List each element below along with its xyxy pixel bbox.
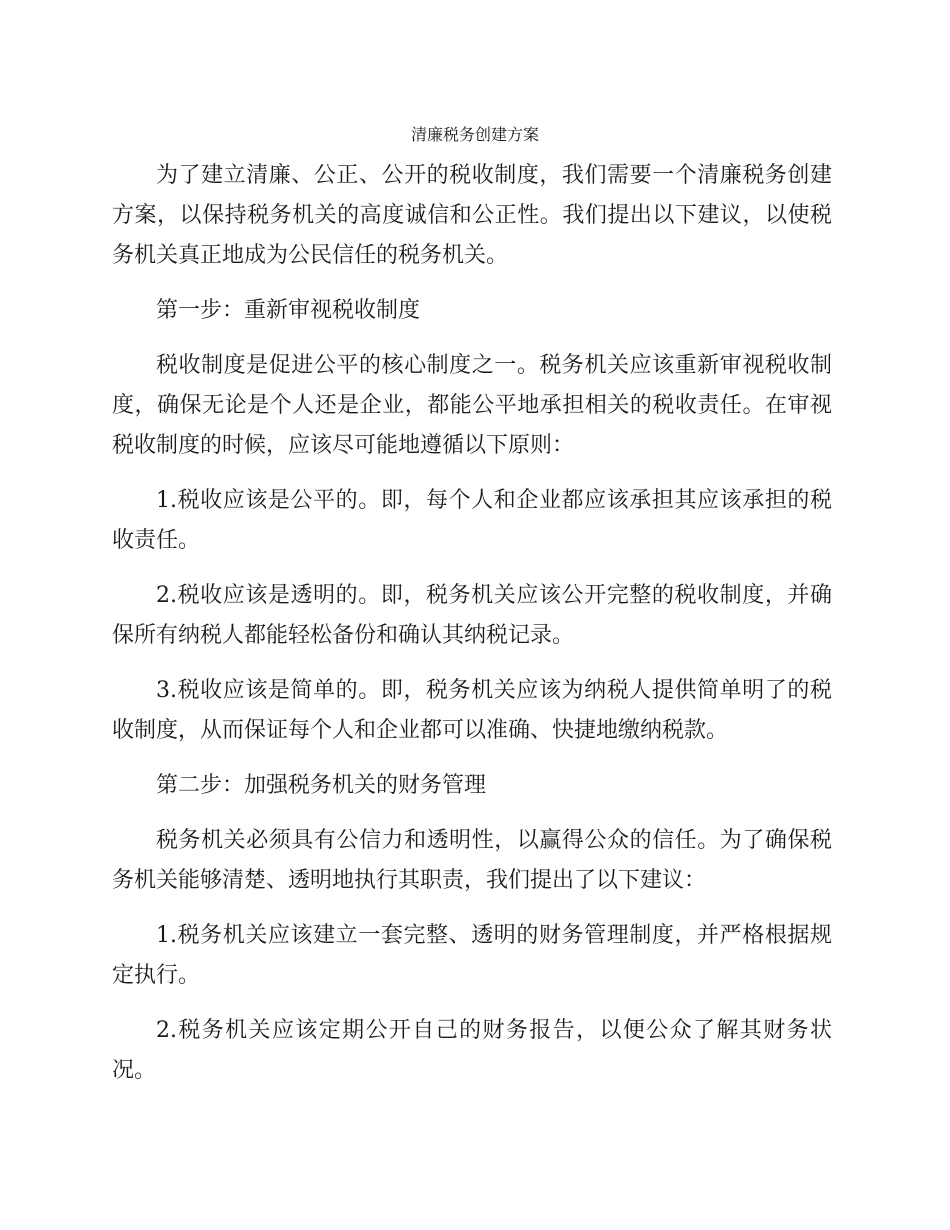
list-item-suggestion-1: 1.税务机关应该建立一套完整、透明的财务管理制度，并严格根据规定执行。: [112, 923, 832, 988]
document-title: 清廉税务创建方案: [410, 125, 539, 144]
section-heading-step-1: 第一步：重新审视税收制度: [156, 298, 421, 323]
list-item-suggestion-2: 2.税务机关应该定期公开自己的财务报告，以便公众了解其财务状况。: [112, 1018, 832, 1083]
paragraph-intro: 为了建立清廉、公正、公开的税收制度，我们需要一个清廉税务创建方案，以保持税务机关的高度诚信和公正性。我们提出以下建议，以使税务机关真正地成为公民信任的税务机关。: [112, 163, 832, 268]
list-item-principle-2: 2.税收应该是透明的。即，税务机关应该公开完整的税收制度，并确保所有纳税人都能轻松备份和确认其纳税记录。: [112, 583, 832, 648]
paragraph-step-1: 税收制度是促进公平的核心制度之一。税务机关应该重新审视税收制度，确保无论是个人还是企业，都能公平地承担相关的税收责任。在审视税收制度的时候，应该尽可能地遵循以下原则：: [112, 353, 832, 458]
list-item-principle-3: 3.税收应该是简单的。即，税务机关应该为纳税人提供简单明了的税收制度，从而保证每个人和企业都可以准确、快捷地缴纳税款。: [112, 678, 832, 743]
list-item-principle-1: 1.税收应该是公平的。即，每个人和企业都应该承担其应该承担的税收责任。: [112, 488, 832, 553]
section-heading-step-2: 第二步：加强税务机关的财务管理: [156, 773, 487, 798]
document-body: [112, 156, 832, 1106]
paragraph-step-2: 税务机关必须具有公信力和透明性，以赢得公众的信任。为了确保税务机关能够清楚、透明地执行其职责，我们提出了以下建议：: [112, 828, 832, 893]
